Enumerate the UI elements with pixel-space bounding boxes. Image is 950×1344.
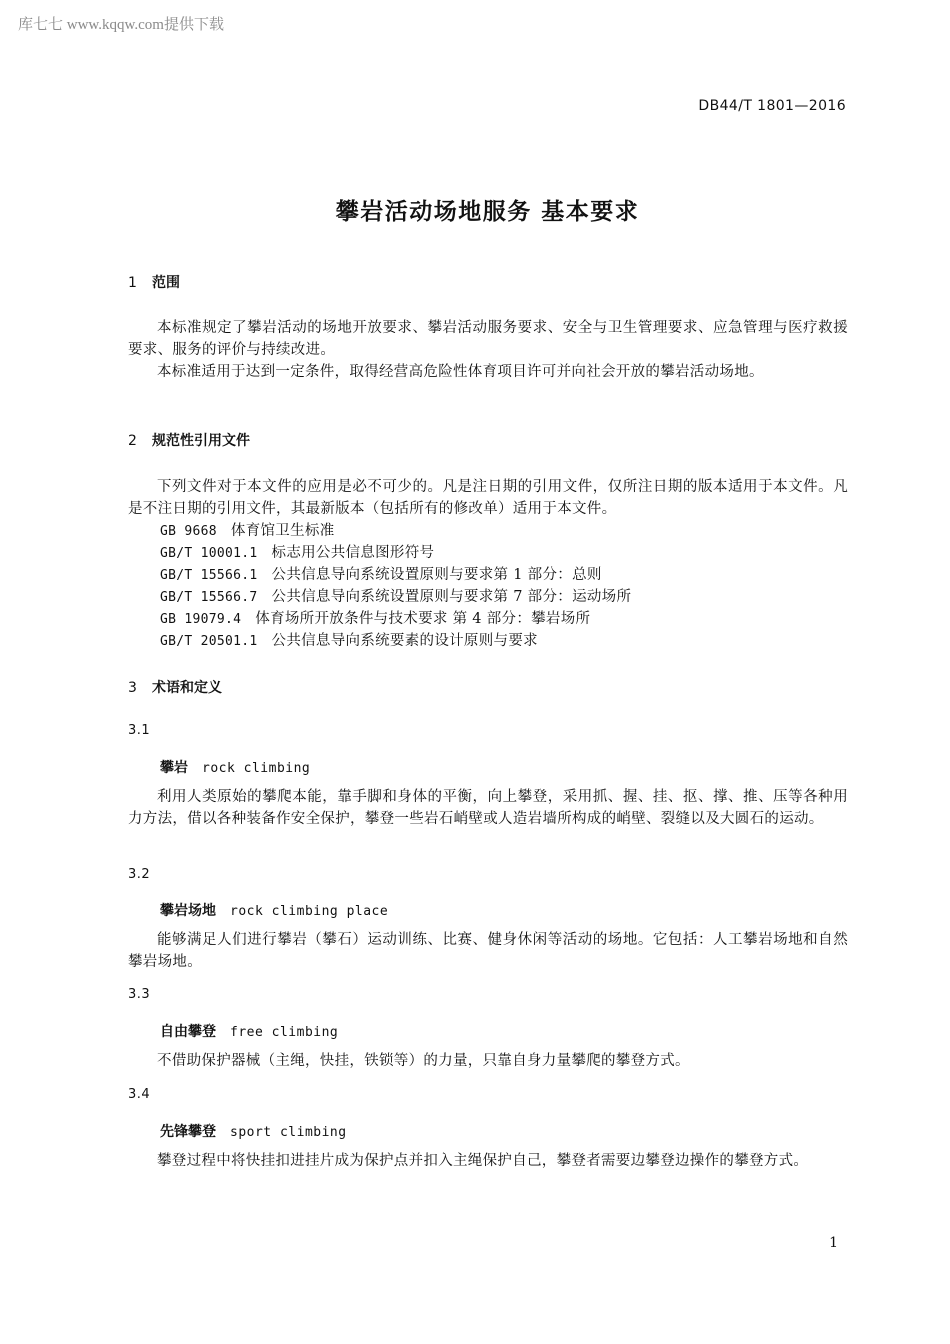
reference-item [160,563,602,584]
reference-title: 标志用公共信息图形符号 [271,545,435,561]
term-entry [160,757,310,777]
section-number: 1 [128,275,137,291]
paragraph: 本标准适用于达到一定条件，取得经营高危险性体育项目许可并向社会开放的攀岩活动场地。 [157,364,764,380]
term-zh: 先锋攀登 [160,1124,216,1140]
term-entry [160,1021,338,1041]
reference-item [160,607,590,628]
term-number: 3.4 [128,1087,151,1102]
reference-code: GB/T 15566.1 [160,568,258,583]
section-heading-scope [128,272,180,292]
section-number: 2 [128,433,137,449]
standard-code: DB44/T 1801—2016 [698,98,846,114]
reference-code: GB/T 15566.7 [160,590,258,605]
term-number: 3.2 [128,867,151,882]
reference-title: 体育馆卫生标准 [230,523,335,539]
reference-code: GB/T 10001.1 [160,546,258,561]
reference-item [160,541,434,562]
term-zh: 自由攀登 [160,1024,216,1040]
term-entry [160,1121,347,1141]
section-heading-normative-references [128,430,250,450]
reference-code: GB 19079.4 [160,612,242,627]
paragraph: 下列文件对于本文件的应用是必不可少的。凡是注日期的引用文件，仅所注日期的版本适用于本文件。凡是不注日期的引用文件，其最新版本（包括所有的修改单）适用于本文件。 [128,479,848,517]
page-number: 1 [829,1235,838,1251]
paragraph: 本标准规定了攀岩活动的场地开放要求、攀岩活动服务要求、安全与卫生管理要求、应急管理与医疗救援要求、服务的评价与持续改进。 [128,320,848,358]
reference-code: GB/T 20501.1 [160,634,258,649]
document-title: 攀岩活动场地服务 基本要求 [335,199,640,225]
reference-title: 公共信息导向系统设置原则与要求第 1 部分：总则 [271,567,602,583]
reference-title: 公共信息导向系统设置原则与要求第 7 部分：运动场所 [271,589,632,605]
term-definition: 攀登过程中将快挂扣进挂片成为保护点并扣入主绳保护自己，攀登者需要边攀登边操作的攀登方式。 [157,1153,809,1169]
section-heading-terms [128,677,222,697]
term-en: sport climbing [230,1125,347,1140]
reference-title: 体育场所开放条件与技术要求 第 4 部分：攀岩场所 [255,611,591,627]
term-number: 3.1 [128,723,151,738]
term-en: rock climbing [202,761,311,776]
term-en: rock climbing place [230,904,389,919]
section-title: 范围 [152,275,180,291]
reference-code: GB 9668 [160,524,217,539]
term-zh: 攀岩场地 [160,903,216,919]
section-title: 术语和定义 [152,680,222,696]
term-zh: 攀岩 [160,760,188,776]
term-definition: 利用人类原始的攀爬本能，靠手脚和身体的平衡，向上攀登，采用抓、握、挂、抠、撑、推、压等各种用力方法，借以各种装备作安全保护，攀登一些岩石峭壁或人造岩墙所构成的峭壁、裂缝以及大圆石的运动。 [128,789,848,827]
watermark: 库七七 www.kqqw.com提供下载 [18,17,224,33]
term-definition: 能够满足人们进行攀岩（攀石）运动训练、比赛、健身休闲等活动的场地。它包括：人工攀岩场地和自然攀岩场地。 [128,932,848,970]
reference-item [160,519,335,540]
term-entry [160,900,388,920]
reference-title: 公共信息导向系统要素的设计原则与要求 [271,633,538,649]
reference-item [160,585,631,606]
term-number: 3.3 [128,987,151,1002]
term-en: free climbing [230,1025,339,1040]
reference-item [160,629,538,650]
section-title: 规范性引用文件 [152,433,250,449]
term-definition: 不借助保护器械（主绳，快挂，铁锁等）的力量，只靠自身力量攀爬的攀登方式。 [157,1053,690,1069]
section-number: 3 [128,680,137,696]
